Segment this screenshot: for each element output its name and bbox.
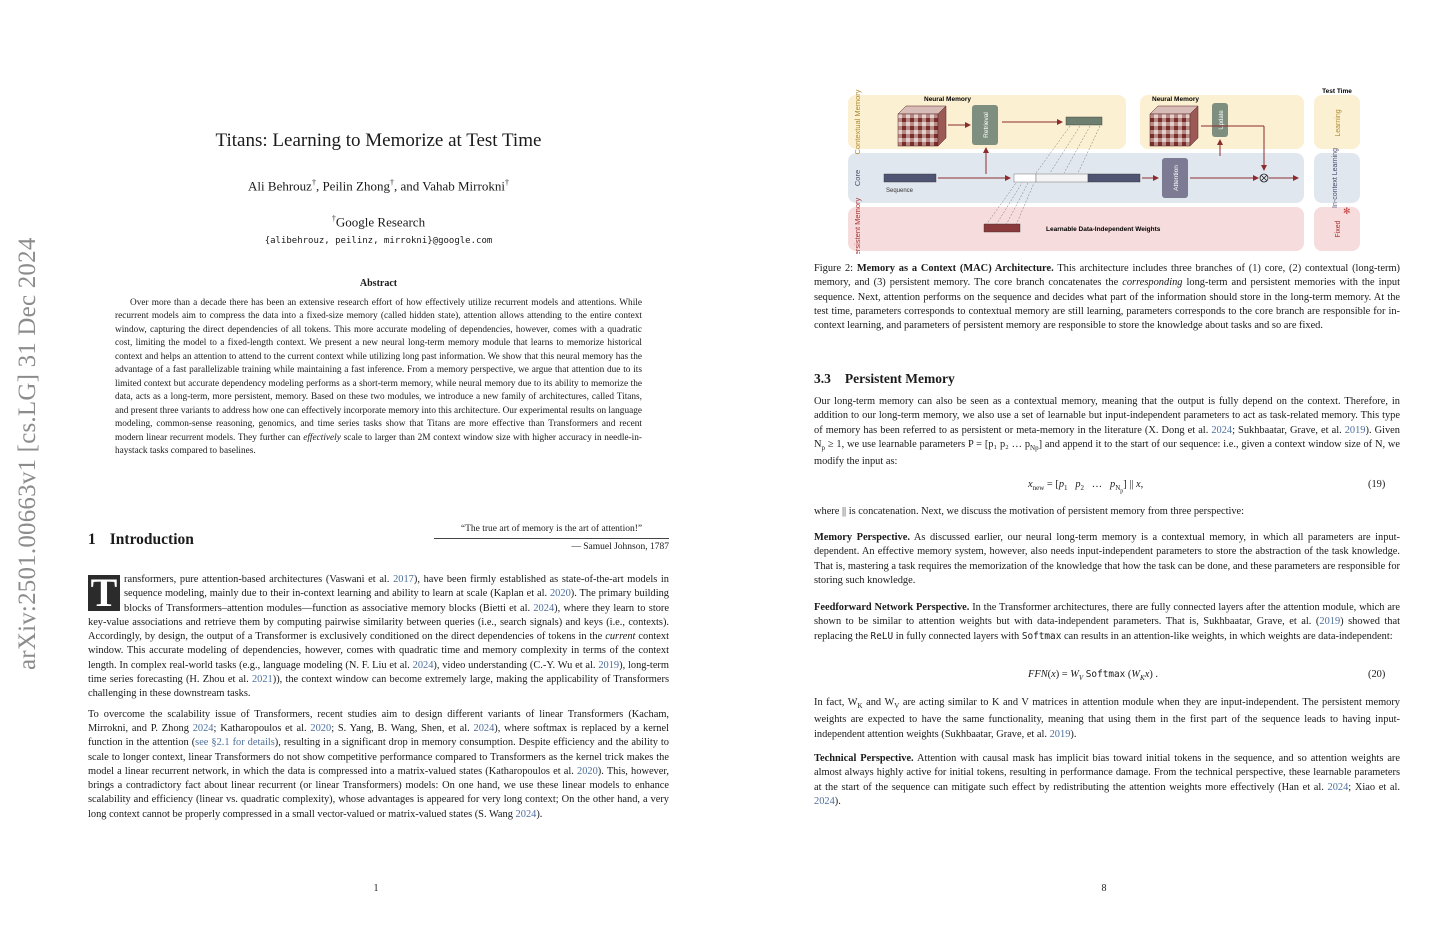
side-label-fixed: Fixed bbox=[1335, 220, 1342, 238]
epigraph-quote: “The true art of memory is the art of attention!” bbox=[434, 524, 669, 539]
citation-link[interactable]: 2024 bbox=[192, 722, 214, 734]
arxiv-identifier-stamp: arXiv:2501.00663v1 [cs.LG] 31 Dec 2024 bbox=[14, 237, 41, 670]
citation-link[interactable]: 2019 bbox=[1344, 424, 1366, 436]
equation-20-number: (20) bbox=[1368, 669, 1386, 680]
paper-title: Titans: Learning to Memorize at Test Time bbox=[215, 130, 542, 151]
intro-paragraph-2: To overcome the scalability issue of Transformers, recent studies aim to design different variants of linear Transformers (Kacham, Mirrokni, and P. Zhong 2024; Katharopoulos et al. 2020; S. Yang, B. Wang, Shen, et al. 2024), where softmax is replaced by a kernel function in the attention (see §2.1 for details), resulting in a significant drop in memory consumption. Despite efficiency and the ability to scale to longer context, linear Transformers do not show competitive performance compared to Transformers as the kernel trick makes the model a linear recurrent network, in which the data is compressed into a matrix-valued states (Katharopoulos et al. 2020). This, however, brings a contradictory fact about linear recurrent (or linear Transformers) models: On one hand, we use these linear models to enhance scalability and efficiency (linear vs. quadratic complexity), whose advantages is appeared for very long context; On the other hand, a very long context cannot be properly compressed in a small vector-valued or matrix-valued states (S. Wang 2024). bbox=[88, 708, 670, 820]
abstract-text: Over more than a decade there has been an extensive research effort of how effectively utilize recurrent models and attentions. While recurrent models aim to compress the data into a fixed-size memory (called hidden state), attention allows attending to the entire context window, capturing the direct dependencies of all tokens. This more accurate modeling of dependencies, however, comes with a quadratic cost, limiting the model to a fixed-length context. We present a new neural long-term memory module that learns to memorize historical context and helps an attention to attend to the current context while utilizing long past information. We show that this neural memory has the advantage of a fast parallelizable training while maintaining a fast inference. From a memory perspective, we argue that attention due to its limited context but accurate dependency modeling performs as a short-term memory, while neural memory due to its ability to memorize the data, acts as a long-term, more persistent, memory. Based on these two modules, we introduce a new family of architectures, called Titans, and present three variants to address how one can effectively incorporate memory into this architecture. Our experimental results on language modeling, common-sense reasoning, genomics, and time series tasks show that Titans are more effective than Transformers and recent modern linear recurrent models. They further can effectively scale to larger than 2M context window size with higher accuracy in needle-in-haystack tasks compared to baselines. bbox=[115, 298, 642, 456]
sequence-label: Sequence bbox=[886, 188, 914, 194]
citation-link[interactable]: 2024 bbox=[515, 808, 537, 820]
citation-link[interactable]: see §2.1 for details bbox=[195, 737, 275, 749]
intro-paragraph-1: T ransformers, pure attention-based architectures (Vaswani et al. 2017), have been firmly established as state-of-the-art models in sequence modeling, mainly due to their in-context learning and ability to learn at scale (Kaplan et al. 2020). The primary building blocks of Transformers–attention modules—function as associative memory blocks (Bietti et al. 2024), where they learn to store key-value associations and retrieve them by computing pairwise similarity between queries (i.e., search signals) and keys (i.e., contexts). Accordingly, by design, the output of a Transformer is exclusively conditioned on the direct dependencies of tokens in the current context window. This accurate modeling of dependencies, however, comes with quadratic time and memory complexity in terms of the context length. In complex real-world tasks (e.g., language modeling (N. F. Liu et al. 2024), video understanding (C.-Y. Wu et al. 2019), long-term time series forecasting (H. Zhou et al. 2021)), the context window can become extremely large, making the applicability of Transformers challenging in these downstream tasks. bbox=[88, 570, 670, 700]
equation-19-number: (19) bbox=[1368, 479, 1386, 490]
side-label-learning: Learning bbox=[1335, 109, 1342, 137]
section-heading-persistent-memory: 3.3 Persistent Memory bbox=[814, 371, 955, 386]
memory-perspective-paragraph: Memory Perspective. As discussed earlier, our neural long-term memory is a contextual memory, in which all parameters are input-dependent. An effective memory system, however, also needs input-independent parameters to store the abstraction of the task knowledge. That is, mastering a task requires the memorization of the knowledge that how the task can be done, and these parameters are responsible for storing such knowledge. bbox=[814, 532, 1400, 586]
author-name: Peilin Zhong bbox=[322, 178, 390, 194]
section-heading-introduction: 1 Introduction bbox=[88, 531, 194, 548]
citation-link[interactable]: 2019 bbox=[1319, 616, 1341, 628]
citation-link[interactable]: 2020 bbox=[310, 722, 332, 734]
citation-link[interactable]: 2024 bbox=[1211, 424, 1233, 436]
mac-architecture-figure bbox=[846, 86, 1362, 254]
epigraph-attribution: — Samuel Johnson, 1787 bbox=[571, 542, 669, 552]
citation-link[interactable]: 2024 bbox=[473, 722, 495, 734]
snowflake-icon: ✻ bbox=[1343, 206, 1351, 216]
author-name: Ali Behrouz bbox=[248, 178, 312, 194]
page-number: 1 bbox=[373, 883, 379, 894]
author-list: Ali Behrouz†, Peilin Zhong†, and Vahab Mirrokni† bbox=[248, 178, 509, 194]
persistent-memory-paragraph-2: where || is concatenation. Next, we discuss the motivation of persistent memory from three perspective: bbox=[814, 506, 1245, 517]
citation-link[interactable]: 2017 bbox=[393, 574, 414, 585]
affiliation: †Google Research bbox=[331, 214, 426, 230]
architecture-diagram bbox=[846, 86, 1362, 254]
epigraph bbox=[434, 524, 669, 552]
ffn-perspective-paragraph: Feedforward Network Perspective. In the Transformer architectures, there are fully connected layers after the attention module, which are shown to be similar to attention weights but with data-independent parameters. That is, Sukhbaatar, Grave, et al. (2019) showed that replacing the ReLU in fully connected layers with Softmax can results in an attention-like weights, in which weights are data-independent: bbox=[814, 602, 1400, 642]
persistent-weights-tokens bbox=[984, 224, 1020, 232]
figure-caption: Figure 2: Memory as a Context (MAC) Architecture. This architecture includes three branches of (1) core, (2) contextual (long-term) memory, and (3) persistent memory. The core branch concatenates the corresponding long-term and persistent memories with the input sequence. Next, attention performs on the sequence and decides what part of the information should store in the long-term memory. At the test time, parameters corresponds to contextual memory are still learning, parameters corresponds to the core branch are responsible for in-context learning, and parameters of persistent memory are responsible to store the knowledge about tasks and so are fixed. bbox=[814, 263, 1401, 332]
row-label-persistent: Persistent Memory bbox=[853, 197, 862, 254]
technical-perspective-paragraph: Technical Perspective. Attention with causal mask has implicit bias toward initial tokens in the sequence, and so attention weights are almost always highly active for initial tokens, resulting in performance damage. From the technical perspective, these learnable parameters at the start of the sequence can mitigate such effect by redistributing the attention weights more effectively (Han et al. 2024; Xiao et al. 2024). bbox=[814, 753, 1400, 807]
citation-link[interactable]: 2019 bbox=[598, 659, 620, 671]
citation-link[interactable]: 2024 bbox=[1327, 781, 1349, 793]
side-label-incontext: In-context Learning bbox=[1332, 148, 1339, 208]
row-label-core: Core bbox=[853, 169, 862, 187]
neural-memory-cube-1 bbox=[898, 106, 946, 146]
introduction-body bbox=[88, 570, 670, 828]
citation-link[interactable]: 2020 bbox=[549, 588, 571, 600]
neural-memory-label-1: Neural Memory bbox=[924, 96, 971, 103]
sequence-tokens bbox=[884, 174, 936, 182]
persistent-memory-paragraph-1: Our long-term memory can also be seen as a contextual memory, meaning that the output is fully depend on the context. Therefore, in addition to our long-term memory, we also use a set of learnable but input-independent parameters to act as task-related memory. This type of memory has been referred to as persistent or meta-memory in the literature (X. Dong et al. 2024; Sukhbaatar, Grave, et al. 2019). Given $N_p \ge 1$, we use learnable parameters P = [p₁ p₂ … $p_{Np}$] and append it to the start of our sequence: i.e., given a context window size of N, we modify the input as: bbox=[814, 396, 1400, 468]
retrieved-memory-tokens bbox=[1066, 117, 1102, 125]
row-label-contextual: Contextual Memory bbox=[853, 89, 862, 155]
persistent-memory-paragraph-5: In fact, $W_K$ and $W_V$ are acting similar to K and V matrices in attention module when they are input-independent. The persistent memory weights are expected to have the same functionality, meaning that using them in the first part of the sequence leads to having input-independent attention weights (Sukhbaatar, Grave, et al. 2019). bbox=[814, 697, 1401, 740]
attention-label: Attention bbox=[1173, 165, 1180, 191]
abstract-heading: Abstract bbox=[359, 278, 398, 289]
citation-link[interactable]: 2021 bbox=[251, 674, 273, 686]
page-right bbox=[728, 0, 1456, 942]
dropcap-letter: T bbox=[88, 575, 120, 611]
neural-memory-label-2: Neural Memory bbox=[1152, 96, 1199, 103]
update-label: Update bbox=[1219, 110, 1225, 130]
citation-link[interactable]: 2024 bbox=[814, 795, 835, 807]
persistent-weights-label: Learnable Data-Independent Weights bbox=[1046, 226, 1161, 233]
concatenated-sequence bbox=[1014, 174, 1140, 182]
citation-link[interactable]: 2019 bbox=[1049, 728, 1071, 740]
citation-link[interactable]: 2024 bbox=[533, 602, 555, 614]
author-emails: {alibehrouz, peilinz, mirrokni}@google.com bbox=[264, 236, 493, 246]
equation-19: $x_{new} = [p_1$ $p_2$ … $p_{N_p}$] || x, bbox=[1028, 479, 1144, 495]
neural-memory-cube-2 bbox=[1150, 106, 1198, 146]
author-name: Vahab Mirrokni bbox=[422, 178, 505, 194]
retrieval-label: Retrieval bbox=[983, 112, 990, 138]
page-number: 8 bbox=[1101, 883, 1107, 894]
test-time-label: Test Time bbox=[1322, 88, 1352, 95]
equation-20: $FFN(x) = W_V$ Softmax $(W_Kx)$ . bbox=[1028, 669, 1158, 683]
citation-link[interactable]: 2024 bbox=[412, 659, 434, 671]
citation-link[interactable]: 2020 bbox=[577, 765, 598, 777]
